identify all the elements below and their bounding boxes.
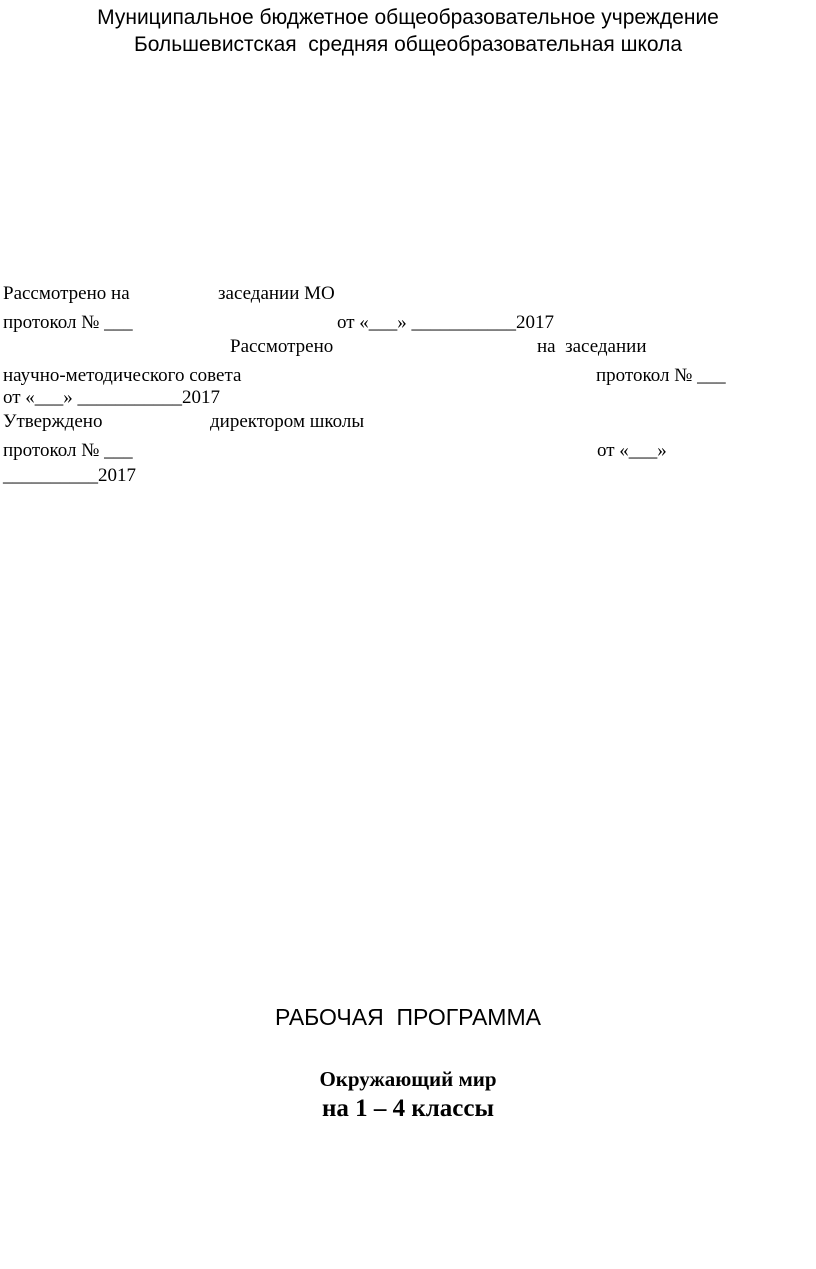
director-year-field: __________2017 <box>3 465 136 486</box>
program-subject: Окружающий мир <box>319 1067 497 1091</box>
director-protocol-field: протокол № ___ <box>3 440 133 461</box>
council-protocol-field: протокол № ___ <box>596 365 726 386</box>
director-date-field: от «___» <box>597 440 667 461</box>
council-name-label: научно-методического совета <box>3 365 242 386</box>
school-type-heading: Муниципальное бюджетное общеобразовательное учреждение <box>97 6 719 29</box>
program-title: РАБОЧАЯ ПРОГРАММА <box>275 1004 541 1030</box>
mo-date-field: от «___» ___________2017 <box>337 312 555 333</box>
council-meeting-label: на заседании <box>537 336 647 357</box>
mo-protocol-field: протокол № ___ <box>3 312 133 333</box>
program-grades: на 1 – 4 классы <box>321 1095 495 1122</box>
director-approved-label: Утверждено <box>3 411 103 432</box>
director-label: директором школы <box>210 411 365 432</box>
mo-considered-label: Рассмотрено на <box>3 283 130 304</box>
mo-meeting-label: заседании МО <box>218 283 335 304</box>
council-date-field: от «___» ___________2017 <box>3 387 221 408</box>
school-name-heading: Большевистская средняя общеобразовательная школа <box>133 33 683 56</box>
council-considered-label: Рассмотрено <box>230 336 334 357</box>
